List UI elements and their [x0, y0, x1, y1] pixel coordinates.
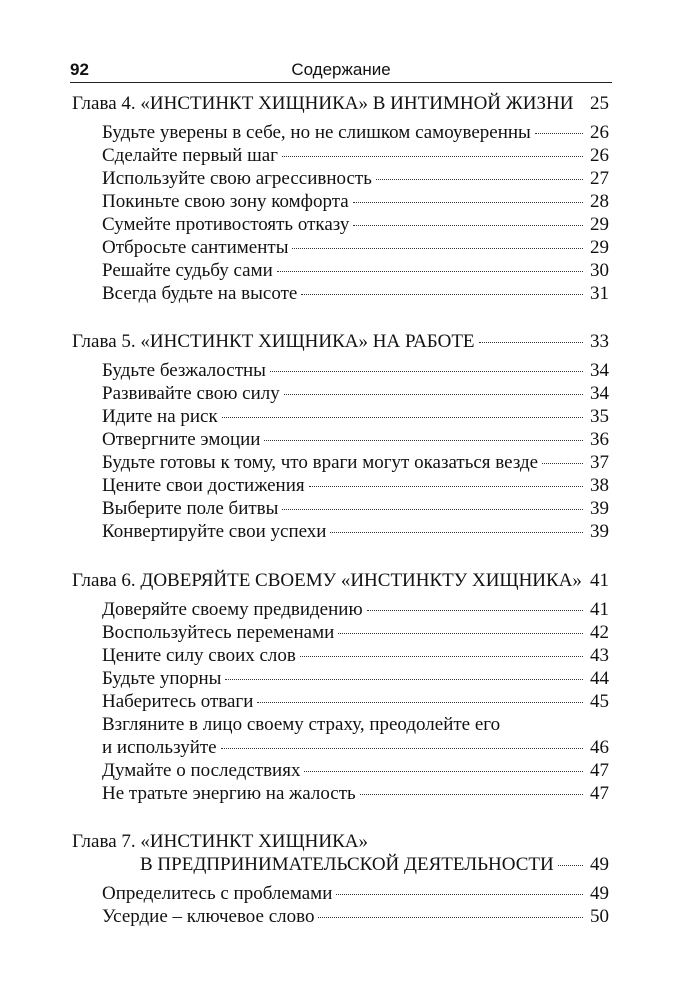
dot-leader [301, 294, 583, 295]
toc-page-number: 39 [590, 521, 609, 542]
toc-entry[interactable] [102, 667, 609, 691]
toc-page-number: 37 [590, 452, 609, 473]
toc-page-number: 29 [590, 237, 609, 258]
dot-leader [300, 656, 583, 657]
dot-leader [282, 156, 583, 157]
toc-entry-title: Отвергните эмоции [102, 429, 261, 450]
toc-page-number: 42 [590, 622, 609, 643]
toc-entry-title: Доверяйте своему предвидению [102, 599, 363, 620]
toc-entry-title: Определитесь с проблемами [102, 883, 333, 904]
toc-page-number: 50 [590, 906, 609, 927]
dot-leader [309, 486, 583, 487]
dot-leader [257, 702, 583, 703]
toc-page-number: 36 [590, 429, 609, 450]
toc-entry[interactable] [102, 905, 609, 929]
toc-page-number: 26 [590, 122, 609, 143]
toc-entry[interactable] [102, 621, 609, 645]
page-number: 92 [70, 60, 89, 79]
toc-page-number: 49 [590, 854, 609, 875]
toc-entry[interactable] [102, 213, 609, 237]
dot-leader [330, 532, 583, 533]
toc-entry-title: Решайте судьбу сами [102, 260, 273, 281]
toc-entry[interactable] [102, 690, 609, 714]
toc-entry-title: Цените свои достижения [102, 475, 305, 496]
toc-entry[interactable] [102, 782, 609, 806]
dot-leader [225, 679, 583, 680]
toc-chapter-title: Глава 6. ДОВЕРЯЙТЕ СВОЕМУ «ИНСТИНКТУ ХИЩНИКА» [72, 570, 582, 591]
toc-page-number: 27 [590, 168, 609, 189]
toc-page-number: 33 [590, 331, 609, 352]
toc-chapter-heading[interactable] [72, 569, 609, 593]
dot-leader [264, 440, 583, 441]
toc-entry[interactable] [102, 497, 609, 521]
toc-entry[interactable] [102, 190, 609, 214]
toc-entry-title: Усердие – ключевое слово [102, 906, 315, 927]
dot-leader [535, 133, 583, 134]
toc-page-number: 44 [590, 668, 609, 689]
toc-entry-title: Выберите поле битвы [102, 498, 279, 519]
toc-page-number: 47 [590, 760, 609, 781]
dot-leader [282, 509, 583, 510]
toc-page-number: 49 [590, 883, 609, 904]
dot-leader [284, 394, 583, 395]
toc-entry-title: Идите на риск [102, 406, 218, 427]
toc-chapter-heading-line1[interactable] [72, 830, 609, 854]
toc-page-number: 47 [590, 783, 609, 804]
toc-entry-title: Будьте готовы к тому, что враги могут оказаться везде [102, 452, 539, 473]
toc-entry-title: Используйте свою агрессивность [102, 168, 372, 189]
toc-entry-title: Развивайте свою силу [102, 383, 280, 404]
toc-entry[interactable] [102, 405, 609, 429]
toc-page-number: 34 [590, 383, 609, 404]
toc-chapter-title: Глава 4. «ИНСТИНКТ ХИЩНИКА» В ИНТИМНОЙ ЖИЗНИ [72, 93, 574, 114]
dot-leader [376, 179, 583, 180]
toc-entry-line1[interactable] [102, 713, 609, 737]
toc-entry-title: Покиньте свою зону комфорта [102, 191, 349, 212]
toc-entry[interactable] [102, 121, 609, 145]
toc-entry[interactable] [102, 382, 609, 406]
toc-page-number: 38 [590, 475, 609, 496]
dot-leader [336, 894, 583, 895]
dot-leader [479, 342, 583, 343]
dot-leader [277, 271, 583, 272]
toc-entry-title: и используйте [102, 737, 217, 758]
toc-entry[interactable] [102, 598, 609, 622]
toc-entry-title: Цените силу своих слов [102, 645, 296, 666]
toc-entry-title: Сделайте первый шаг [102, 145, 278, 166]
toc-page-number: 28 [590, 191, 609, 212]
running-title: Содержание [291, 60, 391, 79]
toc-entry[interactable] [102, 736, 609, 760]
toc-entry[interactable] [102, 474, 609, 498]
toc-entry-title: Наберитесь отваги [102, 691, 254, 712]
dot-leader [353, 225, 583, 226]
toc-page-number: 29 [590, 214, 609, 235]
toc-chapter-heading[interactable] [72, 92, 609, 116]
dot-leader [367, 610, 583, 611]
toc-entry[interactable] [102, 359, 609, 383]
dot-leader [318, 917, 583, 918]
toc-entry-title: Воспользуйтесь переменами [102, 622, 335, 643]
toc-entry-title: Думайте о последствиях [102, 760, 301, 781]
toc-page-number: 25 [590, 93, 609, 114]
toc-page-number: 39 [590, 498, 609, 519]
toc-entry[interactable] [102, 167, 609, 191]
toc-chapter-title: В ПРЕДПРИНИМАТЕЛЬСКОЙ ДЕЯТЕЛЬНОСТИ [140, 854, 554, 875]
toc-entry[interactable] [102, 520, 609, 544]
toc-page-number: 34 [590, 360, 609, 381]
toc-entry[interactable] [102, 144, 609, 168]
toc-entry-title-line1: Взгляните в лицо своему страху, преодолейте его [102, 714, 501, 735]
toc-page-number: 26 [590, 145, 609, 166]
toc-chapter-heading[interactable] [72, 330, 609, 354]
toc-entry[interactable] [102, 644, 609, 668]
dot-leader [542, 463, 583, 464]
toc-page-number: 45 [590, 691, 609, 712]
toc-entry-title: Будьте уверены в себе, но не слишком самоуверенны [102, 122, 531, 143]
toc-entry-title: Отбросьте сантименты [102, 237, 289, 258]
toc-chapter-heading[interactable] [140, 853, 609, 877]
dot-leader [270, 371, 583, 372]
toc-entry-title: Всегда будьте на высоте [102, 283, 298, 304]
dot-leader [292, 248, 583, 249]
dot-leader [353, 202, 583, 203]
toc-entry[interactable] [102, 882, 609, 906]
dot-leader [360, 794, 583, 795]
toc-page-number: 41 [590, 599, 609, 620]
dot-leader [304, 771, 583, 772]
page-header [70, 58, 612, 83]
dot-leader [222, 417, 583, 418]
toc-chapter-title-line1: Глава 7. «ИНСТИНКТ ХИЩНИКА» [72, 831, 369, 852]
toc-entry[interactable] [102, 236, 609, 260]
toc-entry[interactable] [102, 759, 609, 783]
toc-entry-title: Будьте упорны [102, 668, 222, 689]
dot-leader [338, 633, 583, 634]
toc-chapter-title: Глава 5. «ИНСТИНКТ ХИЩНИКА» НА РАБОТЕ [72, 331, 475, 352]
dot-leader [558, 865, 583, 866]
toc-entry[interactable] [102, 282, 609, 306]
toc-page-number: 30 [590, 260, 609, 281]
toc-page-number: 41 [590, 570, 609, 591]
toc-entry-title: Будьте безжалостны [102, 360, 266, 381]
toc-entry[interactable] [102, 428, 609, 452]
toc-entry[interactable] [102, 451, 609, 475]
toc-entry-title: Конвертируйте свои успехи [102, 521, 327, 542]
dot-leader [221, 748, 583, 749]
toc-entry[interactable] [102, 259, 609, 283]
toc-page-number: 31 [590, 283, 609, 304]
toc-entry-title: Не тратьте энергию на жалость [102, 783, 356, 804]
toc-page-number: 43 [590, 645, 609, 666]
toc-entry-title: Сумейте противостоять отказу [102, 214, 350, 235]
toc-page-number: 46 [590, 737, 609, 758]
toc-page-number: 35 [590, 406, 609, 427]
